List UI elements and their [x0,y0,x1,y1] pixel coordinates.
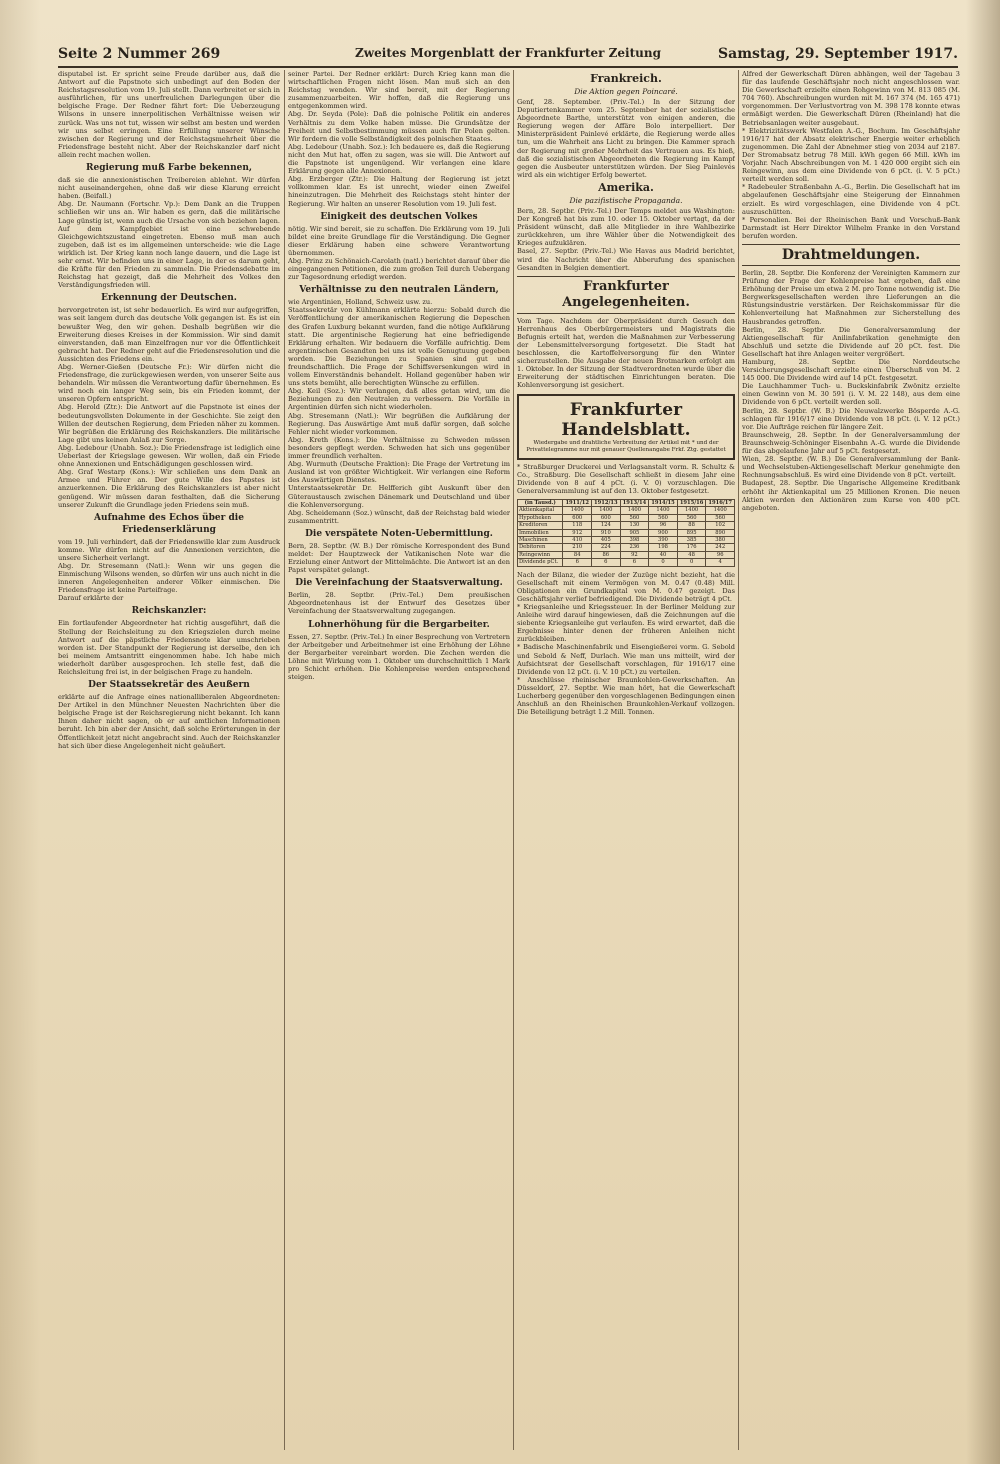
article-paragraph: Die Lauchhammer Tuch- u. Buckskinfabrik Zwönitz erzielte einen Gewinn von M. 30 591 (i. V. M. 22 148), aus dem eine Dividende von 6 pCt. verteilt werden soll. [742,382,960,407]
table-cell: 6 [563,559,592,566]
table-row [518,514,735,521]
article-paragraph: nötig. Wir sind bereit, sie zu schaffen. Die Erklärung vom 19. Juli bildet eine breite Grundlage für die Verständigung. Die Gegner dieser Erklärung haben eine schwere Verantwortung übernommen. [288,224,510,257]
section-heading-large: Frankfurter Angelegenheiten. [517,276,735,314]
table-header-cell: 1914/15 [649,499,678,506]
table-cell: 600 [592,514,621,521]
table-cell: 910 [592,529,621,536]
article-paragraph: Essen, 27. Septbr. (Priv.-Tel.) In einer Besprechung von Vertretern der Arbeitgeber und Arbeitnehmer ist eine Erhöhung der Löhne der Bergarbeiter vereinbart worden. Die Zechen werden die Löhne mit Wirkung vom 1. Oktober um durchschnittlich 1 Mark pro Schicht erhöhen. Die Kohlenpreise werden entsprechend steigen. [288,632,510,681]
table-cell: 96 [649,522,678,529]
section-heading: Einigkeit des deutschen Volkes [320,211,478,222]
article-paragraph: Abg. Herold (Ztr.): Die Antwort auf die Papstnote ist eines der bedeutungsvollsten Dokumente in der Geschichte. Sie zeigt den Willen der deutschen Regierung, dem Frieden näher zu kommen. Wir begrüßen die Erklärung des Reichskanzlers. Die militärische Lage gibt uns keinen Anlaß zur Sorge. [58,403,280,444]
article-paragraph: seiner Partei. Der Redner erklärt: Durch Krieg kann man die wirtschaftlichen Fragen nicht lösen. Man muß sich an den Reichstag wenden. Wir sind bereit, mit der Regierung zusammenzuarbeiten. Wir hoffen, daß die Regierung uns entgegenkommen wird. [288,70,510,111]
table-cell: Hypotheken [518,514,563,521]
table-cell: 0 [649,559,678,566]
table-row [518,536,735,543]
table-cell: 900 [649,529,678,536]
table-row [518,559,735,566]
table-header-cell: 1915/16 [677,499,706,506]
table-header-row [518,499,735,506]
table-cell: 6 [620,559,649,566]
section-heading: Die Vereinfachung der Staatsverwaltung. [295,578,503,589]
table-cell: 92 [620,551,649,558]
table-cell: 198 [649,544,678,551]
article-paragraph: Abg. Dr. Stresemann (Natl.): Wenn wir uns gegen die Einmischung Wilsons wenden, so dürfen wir uns auch nicht in die inneren Angelegenheiten anderer Völker einmischen. Die Friedensfrage ist keine Parteifrage. [58,561,280,595]
table-cell: 210 [563,544,592,551]
table-cell: 6 [592,559,621,566]
table-cell: 236 [620,544,649,551]
section-heading: Die verspätete Noten-Uebermittlung. [305,528,493,539]
article-paragraph: Abg. Graf Westarp (Kons.): Wir schließen uns dem Dank an Armee und Führer an. Der gute Wille des Papstes ist anzuerkennen. Die Erklärung des Reichskanzlers ist aber nicht genügend. Wir müssen daran festhalten, daß die Sicherung unserer Zukunft die Grundlage jeden Friedens sein muß. [58,468,280,509]
masthead-date: Samstag, 29. September 1917. [718,46,958,62]
article-paragraph: Abg. Erzberger (Ztr.): Die Haltung der Regierung ist jetzt vollkommen klar. Es ist unrecht, wieder einen Zweifel hineinzutragen. Die Mehrheit des Reichstags steht hinter der Regierung. Wir halten an unserer Resolution vom 19. Juli fest. [288,175,510,208]
article-paragraph: * Straßburger Druckerei und Verlagsanstalt vorm. R. Schultz & Co., Straßburg. Die Gesellschaft schließt in diesem Jahr eine Dividende von 8 auf 4 pCt. (i. V. 0) vorzuschlagen. Die Generalversammlung ist auf den 13. Oktober festgesetzt. [517,462,735,495]
table-header-cell: 1913/14 [620,499,649,506]
table-cell: Debitoren [518,544,563,551]
table-cell: 405 [592,536,621,543]
table-cell: Aktienkapital [518,507,563,514]
table-cell: 560 [649,514,678,521]
table-cell: Dividende pCt. [518,559,563,566]
table-cell: 600 [563,514,592,521]
article-paragraph: * Radebeuler Straßenbahn A.-G., Berlin. Die Gesellschaft hat im abgelaufenen Geschäftsjahr eine Steigerung der Einnahmen erzielt. Es wird vorgeschlagen, eine Dividende von 4 pCt. auszuschütten. [742,183,960,216]
table-cell: 1400 [677,507,706,514]
article-paragraph: Berlin, 28. Septbr. (W. B.) Die Neuwalzwerke Bösperde A.-G. schlagen für 1916/17 eine Dividende von 18 pCt. (i. V. 12 pCt.) vor. Die Aufträge reichen für längere Zeit. [742,406,960,431]
table-cell: 385 [677,536,706,543]
table-header-cell: 1911/12 [563,499,592,506]
table-cell: 1400 [563,507,592,514]
article-paragraph: Unterstaatssekretär Dr. Helfferich gibt Auskunft über den Güteraustausch zwischen Dänemark und Deutschland und über die Kohlenversorgung. [288,484,510,509]
table-cell: 4 [706,559,735,566]
table-cell: 48 [677,551,706,558]
table-cell: 1400 [620,507,649,514]
column-rule [738,70,739,1450]
table-cell: 560 [620,514,649,521]
column-rule [284,70,285,1450]
article-paragraph: Budapest, 28. Septbr. Die Ungarische Allgemeine Kreditbank erhöht ihr Aktienkapital um 25 Millionen Kronen. Die neuen Aktien werden den Aktionären zum Kurse von 400 pCt. angeboten. [742,479,960,512]
article-paragraph: Abg. Scheidemann (Soz.) wünscht, daß der Reichstag bald wieder zusammentritt. [288,508,510,525]
table-cell: 96 [706,551,735,558]
table-cell: 242 [706,544,735,551]
table-cell: 380 [706,536,735,543]
article-paragraph: Abg. Stresemann (Natl.): Wir begrüßen die Aufklärung der Regierung. Das Auswärtige Amt muß dafür sorgen, daß solche Fehler nicht wieder vorkommen. [288,411,510,436]
article-paragraph: Ein fortlaufender Abgeordneter hat richtig ausgeführt, daß die Stellung der Reichsleitung zu den Kriegszielen durch meine Antwort auf die päpstliche Friedensnote klar umschrieben worden ist. Der Standpunkt der Regierung ist derselbe, den ich bei meinem Amtsantritt eingenommen habe. Ich habe mich wiederholt darüber ausgesprochen. Ich stelle fest, daß die Reichsleitung frei ist, in der belgischen Frage zu handeln. [58,619,280,676]
article-paragraph: Basel, 27. Septbr. (Priv.-Tel.) Wie Havas aus Madrid berichtet, wird die Nachricht über die Abberufung des spanischen Gesandten in Belgien dementiert. [517,247,735,272]
article-paragraph: Abg. Prinz zu Schönaich-Carolath (natl.) berichtet darauf über die eingegangenen Petitionen, die zum großen Teil durch Uebergang zur Tagesordnung erledigt werden. [288,256,510,282]
section-heading: Reichskanzler: [131,606,207,617]
section-heading-large: Drahtmeldungen. [742,244,960,266]
handelsblatt-title: Frankfurter Handelsblatt. [561,399,691,440]
table-cell: 1400 [649,507,678,514]
table-cell: 224 [592,544,621,551]
table-header-cell: (in Tausd.) [518,499,563,506]
section-heading: Verhältnisse zu den neutralen Ländern, [299,285,499,296]
table-row [518,522,735,529]
section-heading: Regierung muß Farbe bekennen, [85,163,253,174]
article-paragraph: Darauf erklärte der [58,594,124,603]
section-subheading: Die Aktion gegen Poincaré. [574,87,678,96]
article-paragraph: * Badische Maschinenfabrik und Eisengießerei vorm. G. Sebold und Sebold & Neff, Durlach. Wie man uns mitteilt, wird der Aufsichtsrat der Gesellschaft vorschlagen, für 1916/17 eine Dividende von 12 pCt. (i. V. 10 pCt.) zu verteilen. [517,643,735,676]
table-cell: 130 [620,522,649,529]
column-4 [742,70,960,1450]
article-paragraph: Abg. Ledebour (Unabh. Soz.): Ich bedauere es, daß die Regierung nicht den Mut hat, offen zu sagen, was sie will. Die Antwort auf die Papstnote ist ungenügend. Wir verlangen eine klare Erklärung gegen alle Annexionen. [288,142,510,176]
article-paragraph: Bern, 28. Septbr. (W. B.) Der römische Korrespondent des Bund meldet: Der Hauptzweck der Vatikanischen Note war die Erzielung einer Antwort der Mittelmächte. Die Antwort ist an den Papst verspätet gelangt. [288,541,510,575]
masthead [58,44,958,68]
table-cell: 560 [706,514,735,521]
article-paragraph: Vom Tage. Nachdem der Oberpräsident durch Gesuch den Herrenhaus des Oberbürgermeisters und Magistrats die Befugnis erteilt hat, werden die Maßnahmen zur Verbesserung der Lebensmittelversorgung fortgesetzt. Die Stadt hat beschlossen, die Kartoffelversorgung für den Winter sicherzustellen. Die Ausgabe der neuen Brotmarken erfolgt am 1. Oktober. In der Sitzung der Stadtverordneten wurde über die Erweiterung der städtischen Einrichtungen beraten. Die Kohlenversorgung ist gesichert. [517,316,735,390]
section-heading: Lohnerhöhung für die Bergarbeiter. [308,619,490,630]
table-cell: 102 [706,522,735,529]
financial-table [517,499,735,567]
table-cell: 84 [563,551,592,558]
section-heading: Amerika. [598,180,654,194]
table-cell: 118 [563,522,592,529]
article-paragraph: Staatssekretär von Kühlmann erklärte hierzu: Sobald durch die Veröffentlichung der amerikanischen Regierung die Depeschen des Grafen Luxburg bekannt wurden, fand die nötige Aufklärung statt. Die argentinische Regierung hat eine befriedigende Erklärung erhalten. Wir bedauern die Vorfälle aufrichtig. Dem argentinischen Gesandten bei uns ist volle Genugtuung gegeben worden. Die Beziehungen zu Spanien sind gut und freundschaftlich. Die Frage der Schiffsversenkungen wird in vollem Einverständnis behandelt. Holland gegenüber haben wir uns stets bemüht, alle berechtigten Wünsche zu erfüllen. [288,306,510,388]
table-header-cell: 1912/13 [592,499,621,506]
article-paragraph: Wien, 28. Septbr. (W. B.) Die Generalversammlung der Bank- und Wechselstuben-Aktiengesellschaft Merkur genehmigte den Rechnungsabschluß. Es wird eine Dividende von 8 pCt. verteilt. [742,455,960,480]
table-cell: 560 [677,514,706,521]
article-paragraph: * Kriegsanleihe und Kriegssteuer. In der Berliner Meldung zur Anleihe wird darauf hingewiesen, daß die Zeichnungen auf die siebente Kriegsanleihe gut verlaufen. Es wird erwartet, daß die Ergebnisse hinter denen der früheren Anleihen nicht zurückbleiben. [517,602,735,644]
article-paragraph: Abg. Wurmuth (Deutsche Fraktion): Die Frage der Vertretung im Ausland ist von größter Wichtigkeit. Wir verlangen eine Reform des Auswärtigen Dienstes. [288,460,510,485]
article-paragraph: Abg. Keil (Soz.): Wir verlangen, daß alles getan wird, um die Beziehungen zu den Neutralen zu verbessern. Die Vorfälle in Argentinien dürfen sich nicht wiederholen. [288,387,510,412]
table-cell: 86 [592,551,621,558]
article-paragraph: Abg. Kreth (Kons.): Die Verhältnisse zu Schweden müssen besonders gepflegt werden. Schweden hat sich uns gegenüber immer freundlich verhalten. [288,435,510,461]
table-cell: 0 [677,559,706,566]
table-cell: Kreditoren [518,522,563,529]
column-3 [517,70,735,1450]
table-cell: 905 [620,529,649,536]
table-cell: 40 [649,551,678,558]
table-cell: 88 [677,522,706,529]
table-cell: Reingewinn [518,551,563,558]
column-2 [288,70,510,1450]
article-paragraph: hervorgetreten ist, ist sehr bedauerlich. Es wird nur aufgegriffen, was seit langem durch das deutsche Volk gegangen ist. Es ist ein bewußter Weg, den wir gehen. Deshalb begrüßen wir die Erweiterung dieses Kreises in der Kommission. Wir sind damit einverstanden, daß man Einzelfragen nur vor die Öffentlichkeit gebracht hat. Der Redner geht auf die Friedensresolution und die Aussichten des Friedens ein. [58,306,280,363]
table-cell: 1400 [592,507,621,514]
section-heading: Aufnahme des Echos über die Friedenserklärung [94,512,244,535]
column-1 [58,70,280,1450]
article-paragraph: * Anschlüsse rheinischer Braunkohlen-Gewerkschaften. An Düsseldorf, 27. Septbr. Wie man hört, hat die Gewerkschaft Lucherberg gegenüber den vorgeschlagenen Bedingungen einen Anschluß an den Rheinischen Braunkohlen-Verkauf vollzogen. Die Beteiligung beträgt 1.2 Mill. Tonnen. [517,675,735,717]
table-cell: Immobilien [518,529,563,536]
table-row [518,544,735,551]
table-cell: 912 [563,529,592,536]
handelsblatt-note: Wiedergabe und drahtliche Verbreitung der Artikel mit * und der Privattelegramme nur mit genauer Quellenangabe Frkf. Ztg. gestattet [526,439,726,453]
table-cell: 1400 [706,507,735,514]
table-row [518,551,735,558]
article-paragraph: Bern, 28. Septbr. (Priv.-Tel.) Der Temps meldet aus Washington: Der Kongreß hat bis zum 10. oder 15. Oktober vertagt, da der Präsident wünscht, daß alle Mitglieder in ihre Wahlbezirke zurückkehren, um ihre Wähler über die Notwendigkeit des Krieges aufzuklären. [517,206,735,248]
section-subheading: Die pazifistische Propaganda. [569,195,683,205]
article-paragraph: Abg. Dr. Naumann (Fortschr. Vp.): Dem Dank an die Truppen schließen wir uns an. Wir haben es gern, daß die militärische Lage günstig ist, wenn auch die Ursache von sich beziehen lagen. Auf dem Kampfgebiet ist eine schwebende Gleichgewichtszustand eingetreten. Ebenso muß man auch zugeben, daß ist es im allgemeinen unterscheide: wie die Lage wirklich ist. Der Krieg kann noch lange dauern, und die Lage ist sehr ernst. Wir befinden uns in einer Lage, in der es darum geht, die Kräfte für den Frieden zu sammeln. Die Friedensdebatte im Reichstag hat gezeigt, daß die Mehrheit des Volkes den Verständigungsfrieden will. [58,200,280,290]
article-paragraph: * Elektrizitätswerk Westfalen A.-G., Bochum. Im Geschäftsjahr 1916/17 hat der Absatz elektrischer Energie weiter erheblich zugenommen. Die Zahl der Abnehmer stieg von 2034 auf 2187. Der Stromabsatz betrug 78 Mill. kWh gegen 66 Mill. kWh im Vorjahr. Nach Abschreibungen von M. 1 420 000 ergibt sich ein Reingewinn, aus dem eine Dividende von 6 pCt. (i. V. 5 pCt.) verteilt werden soll. [742,126,960,184]
article-paragraph: Genf, 28. September. (Priv.-Tel.) In der Sitzung der Deputiertenkammer vom 25. September hat der sozialistische Abgeordnete Barthe, unterstützt von einigen anderen, die Regierung wegen der Affäre Bolo interpelliert. Der Ministerpräsident Painlevé erklärte, die Regierung werde alles tun, um die Wahrheit ans Licht zu bringen. Die Kammer sprach der Regierung mit großer Mehrheit das Vertrauen aus. Es hieß, daß die sozialistischen Abgeordneten die Regierung im Kampf gegen die Ausbeuter unterstützen würden. Der Sieg Painlevés wird als ein wichtiger Erfolg bewertet. [517,98,735,179]
table-row [518,507,735,514]
article-paragraph: wie Argentinien, Holland, Schweiz usw. zu. [288,298,433,307]
table-cell: 390 [649,536,678,543]
article-paragraph: vom 19. Juli verhindert, daß der Friedenswille klar zum Ausdruck komme. Wir dürfen nicht auf die Annexionen verzichten, die unsere Sicherheit verlangt. [58,537,280,562]
article-paragraph: Hamburg, 28. Septbr. Die Norddeutsche Versicherungsgesellschaft erzielte einen Überschuß von M. 2 145 000. Die Dividende wird auf 14 pCt. festgesetzt. [742,358,960,383]
article-paragraph: Nach der Bilanz, die wieder der Zuzüge nicht bezieht, hat die Gesellschaft mit einem Vermögen von M. 0.47 (0.48) Mill. Obligationen ein Grundkapital von M. 0.47 gezeigt. Das Geschäftsjahr verlief befriedigend. Die Dividende beträgt 4 pCt. [517,570,735,603]
column-rule [513,70,514,1450]
table-cell: 398 [620,536,649,543]
section-heading: Erkennung der Deutschen. [101,293,237,304]
article-paragraph: Abg. Dr. Seyda (Pole): Daß die polnische Politik ein anderes Verhältnis zu dem Volke haben müsse. Die Grundsätze der Freiheit und Selbstbestimmung müssen auch für Polen gelten. Wir fordern die volle Selbständigkeit des polnischen Staates. [288,110,510,143]
table-cell: 124 [592,522,621,529]
table-cell: 410 [563,536,592,543]
article-paragraph: Braunschweig, 28. Septbr. In der Generalversammlung der Braunschweig-Schöninger Eisenbahn A.-G. wurde die Dividende für das abgelaufene Jahr auf 5 pCt. festgesetzt. [742,430,960,456]
section-heading: Der Staatssekretär des Aeußern [88,680,250,691]
article-paragraph: * Personalien. Bei der Rheinischen Bank und Vorschuß-Bank Darmstadt ist Herr Direktor Wilhelm Franke in den Vorstand berufen worden. [742,215,960,240]
article-paragraph: Alfred der Gewerkschaft Düren abhängen, weil der Tagebau 3 für das laufende Geschäftsjahr noch nicht angeschlossen war. Die Gewerkschaft erzielte einen Rohgewinn von M. 813 085 (M. 704 760). Abschreibungen wurden mit M. 167 374 (M. 165 471) vorgenommen. Der Verlustvortrag von M. 398 178 konnte etwas ermäßigt werden. Die Gewerkschaft Düren (Rheinland) hat die Betriebsanlagen weiter ausgebaut. [742,70,960,127]
article-paragraph: Abg. Werner-Gießen (Deutsche Fr.): Wir dürfen nicht die Friedensfrage, die zurückgewiesen werden, von unserer Seite aus behandeln. Wir müssen die Verantwortung dafür übernehmen. Es wird noch ein langer Weg sein, bis ein Frieden kommt, der unseren Opfern entspricht. [58,363,280,404]
article-paragraph: Berlin, 28. Septbr. Die Konferenz der Vereinigten Kammern zur Prüfung der Frage der Kohlenpreise hat ergeben, daß eine Erhöhung der Preise um etwa 2 M. pro Tonne notwendig ist. Die Bergwerksgesellschaften werden ihre Lieferungen an die Rüstungsindustrie verstärken. Der Reichskommissar für die Kohlenverteilung hat Maßnahmen zur Sicherstellung des Hausbrandes getroffen. [742,268,960,326]
article-paragraph: Abg. Ledebour (Unabh. Soz.): Die Friedensfrage ist lediglich eine Ueberlast der Kriegslage gewesen. Wir wollen, daß ein Friede ohne Annexionen und Entschädigungen geschlossen wird. [58,443,280,469]
article-paragraph: Berlin, 28. Septbr. Die Generalversammlung der Aktiengesellschaft für Anilinfabrikation genehmigte den Abschluß und setzte die Dividende auf 20 pCt. fest. Die Gesellschaft hat ihre Anlagen weiter vergrößert. [742,325,960,358]
masthead-page-number: Seite 2 Nummer 269 [58,46,221,62]
section-heading: Frankreich. [590,72,662,85]
article-paragraph: Berlin, 28. Septbr. (Priv.-Tel.) Dem preußischen Abgeordnetenhaus ist der Entwurf des Gesetzes über Vereinfachung der Staatsverwaltung zugegangen. [288,591,510,616]
scan-edge-shadow [966,0,1000,1464]
article-paragraph: erklärte auf die Anfrage eines nationalliberalen Abgeordneten: Der Artikel in den Münchner Neuesten Nachrichten über die belgische Frage ist der Reichsregierung nicht bekannt. Ich kann Ihnen daher nicht sagen, ob er auf amtlichen Informationen beruht. Ich bin aber der Ansicht, daß solche Erörterungen in der Öffentlichkeit jetzt nicht angebracht sind. Auch der Reichskanzler hat sich über diese Angelegenheit nicht geäußert. [58,693,280,750]
table-cell: Maschinen [518,536,563,543]
handelsblatt-header [517,394,735,460]
article-paragraph: disputabel ist. Er spricht seine Freude darüber aus, daß die Antwort auf die Papstnote sich unbedingt auf den Boden der Reichstagsresolution vom 19. Juli stellt. Dann verbreitet er sich in ausführlichen, für uns unerfreulichen Darlegungen über die belgische Frage. Der Redner fährt fort: Die Ueberzeugung Wilsons in unsere innerpolitischen Verhältnisse weisen wir zurück. Was uns not tut, wissen wir selbst am besten und werden wir uns selbst erringen. Eine Erfüllung unserer Wünsche zwischen der Regierung und der Reichstagsmehrheit über die Friedensfrage besteht nicht. Aber der Reichskanzler darf nicht allein recht machen wollen. [58,70,280,159]
article-paragraph: daß sie die annexionistischen Treibereien ablehnt. Wir dürfen nicht auseinandergehen, ohne daß wir diese Klarung erreicht haben. (Beifall.) [58,176,280,201]
table-cell: 176 [677,544,706,551]
table-cell: 890 [706,529,735,536]
table-row [518,529,735,536]
table-header-cell: 1916/17 [706,499,735,506]
masthead-title: Zweites Morgenblatt der Frankfurter Zeitung [355,46,661,60]
table-cell: 895 [677,529,706,536]
